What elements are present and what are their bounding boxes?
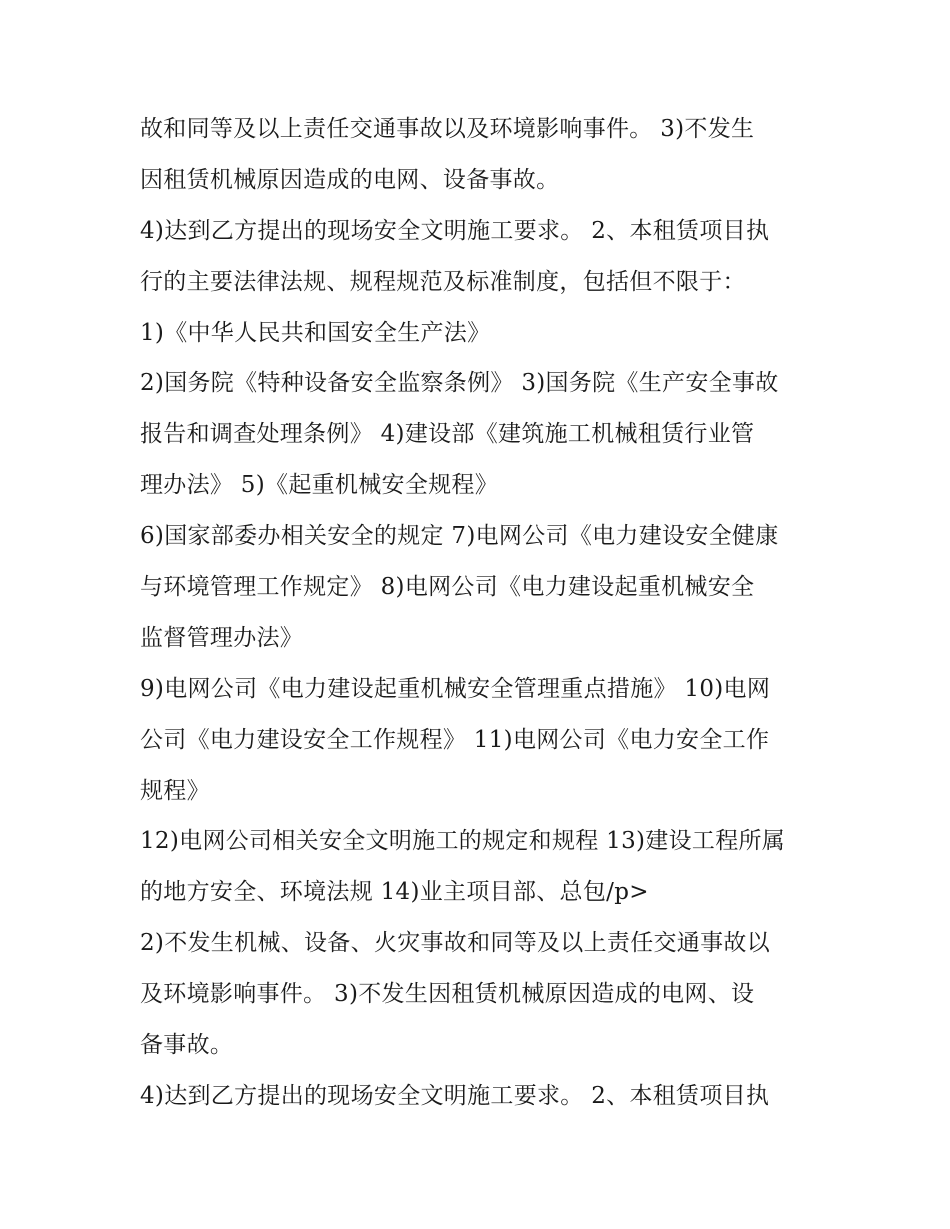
text-line: 9)电网公司《电力建设起重机械安全管理重点措施》 10)电网	[140, 675, 771, 702]
document-body	[140, 104, 830, 1122]
text-line: 因租赁机械原因造成的电网、设备事故。	[140, 166, 560, 193]
text-line: 12)电网公司相关安全文明施工的规定和规程 13)建设工程所属	[140, 828, 786, 855]
text-line: 2)不发生机械、设备、火灾事故和同等及以上责任交通事故以	[140, 930, 771, 957]
text-line: 报告和调查处理条例》 4)建设部《建筑施工机械租赁行业管	[140, 421, 755, 448]
text-line: 及环境影响事件。 3)不发生因租赁机械原因造成的电网、设	[140, 981, 755, 1008]
text-line: 4)达到乙方提出的现场安全文明施工要求。 2、本租赁项目执	[140, 1082, 770, 1109]
text-line: 故和同等及以上责任交通事故以及环境影响事件。 3)不发生	[140, 116, 755, 142]
text-line: 4)达到乙方提出的现场安全文明施工要求。 2、本租赁项目执	[140, 217, 770, 244]
text-line: 公司《电力建设安全工作规程》 11)电网公司《电力安全工作	[140, 726, 770, 753]
text-line: 理办法》 5)《起重机械安全规程》	[140, 472, 499, 499]
text-line: 备事故。	[140, 1032, 234, 1059]
text-line: 规程》	[140, 777, 210, 804]
text-line: 与环境管理工作规定》 8)电网公司《电力建设起重机械安全	[140, 574, 755, 601]
text-line: 监督管理办法》	[140, 624, 304, 651]
text-line: 1)《中华人民共和国安全生产法》	[140, 319, 491, 346]
text-line: 行的主要法律法规、规程规范及标准制度，包括但不限于：	[140, 268, 746, 295]
text-line: 2)国务院《特种设备安全监察条例》 3)国务院《生产安全事故	[140, 370, 779, 397]
text-line: 的地方安全、环境法规 14)业主项目部、总包/p>	[140, 879, 649, 906]
text-line: 6)国家部委办相关安全的规定 7)电网公司《电力建设安全健康	[140, 523, 779, 550]
